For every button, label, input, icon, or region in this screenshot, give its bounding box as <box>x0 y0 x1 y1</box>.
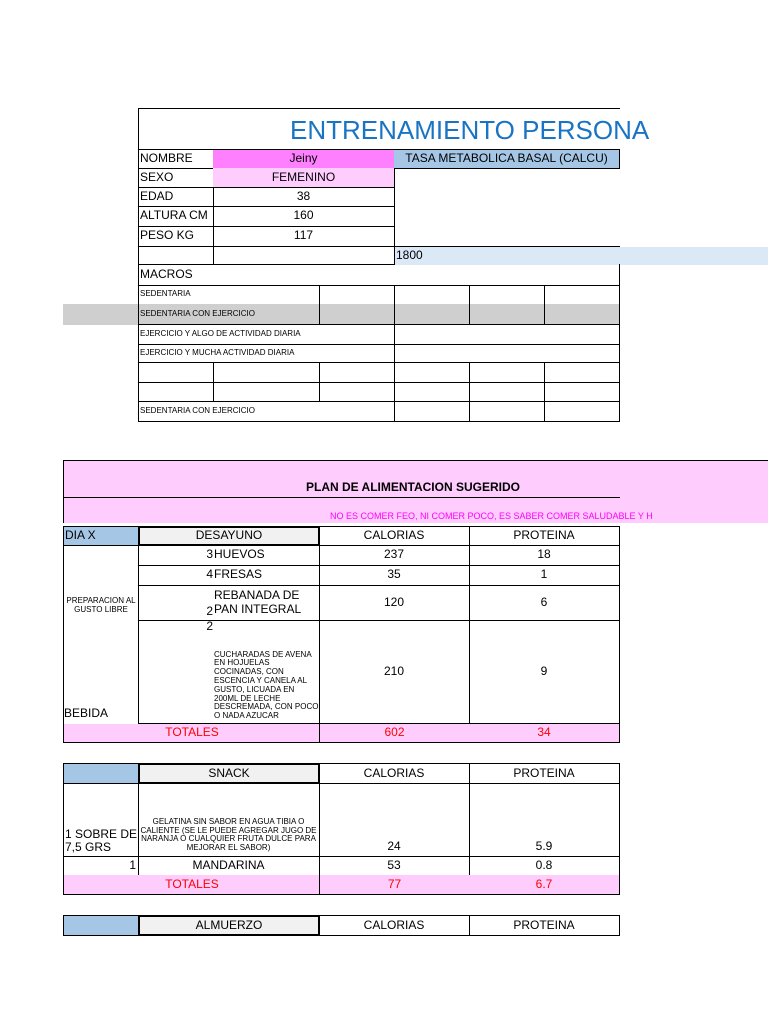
macros-cell[interactable] <box>469 401 545 422</box>
snack-item: GELATINA SIN SABOR EN AGUA TIBIA O CALIENTE (SE LE PUEDE AGREGAR JUGO DE NARANJA O CUALQUIER FRUTA DULCE PARA MEJORAR EL SABOR) <box>138 783 320 857</box>
snack-prot: 5.9 <box>469 783 620 857</box>
tmb-label: TASA METABOLICA BASAL (CALCU) <box>394 149 620 169</box>
page-title: ENTRENAMIENTO PERSONA <box>290 114 650 145</box>
macros-cell[interactable] <box>544 401 620 422</box>
snack-header: SNACK <box>138 763 320 784</box>
macros-cell[interactable] <box>469 285 545 305</box>
desayuno-inner-left <box>138 545 139 725</box>
snack-total-cal: 77 <box>319 875 470 895</box>
altura-label: ALTURA CM <box>138 206 214 227</box>
macros-cell[interactable] <box>394 401 470 422</box>
macros-cell[interactable] <box>469 382 545 402</box>
macros-cell[interactable] <box>319 285 395 305</box>
almuerzo-blue-cell <box>63 915 139 936</box>
macros-cell[interactable] <box>544 285 620 305</box>
macros-row-label <box>138 382 214 402</box>
macros-row-label: SEDENTARIA CON EJERCICIO <box>138 304 320 325</box>
macros-cell[interactable] <box>394 344 620 363</box>
empty-cell <box>138 246 214 265</box>
plan-divider <box>63 497 620 498</box>
desayuno-cal: 210 <box>319 620 470 724</box>
macros-row-label <box>138 362 214 383</box>
desayuno-totals-label: TOTALES <box>63 724 320 743</box>
desayuno-item: CUCHARADAS DE AVENA EN HOJUELAS COCINADAS, CON ESCENCIA Y CANELA AL GUSTO, LICUADA EN 200ML DE LECHE DESCREMADA, CON POCO O NADA AZUCAR <box>213 620 320 724</box>
desayuno-qty: 2 <box>138 585 213 621</box>
snack-cal: 24 <box>319 783 470 857</box>
desayuno-total-prot: 34 <box>469 724 620 743</box>
desayuno-cal: 237 <box>319 545 470 566</box>
snack-total-prot: 6.7 <box>469 875 620 895</box>
snack-cal-header: CALORIAS <box>319 763 470 784</box>
sexo-value[interactable]: FEMENINO <box>213 168 395 188</box>
desayuno-item: REBANADA DE PAN INTEGRAL <box>213 585 320 621</box>
plan-subtitle: NO ES COMER FEO, NI COMER POCO, ES SABER COMER SALUDABLE Y H <box>330 511 653 522</box>
snack-item: MANDARINA <box>138 856 320 876</box>
snack-totals-label: TOTALES <box>63 875 320 895</box>
almuerzo-prot-header: PROTEINA <box>469 915 620 936</box>
desayuno-item: HUEVOS <box>213 545 320 566</box>
macros-cell[interactable] <box>469 304 545 325</box>
desayuno-side <box>63 545 139 725</box>
macros-cell[interactable] <box>319 362 395 383</box>
macros-cell[interactable] <box>394 325 620 345</box>
desayuno-prot: 6 <box>469 585 620 621</box>
macros-cell[interactable] <box>394 304 470 325</box>
plan-title: PLAN DE ALIMENTACION SUGERIDO <box>305 480 520 495</box>
desayuno-header: DESAYUNO <box>138 526 320 546</box>
peso-label: PESO KG <box>138 226 214 247</box>
macros-cell[interactable] <box>544 304 620 325</box>
desayuno-prot: 18 <box>469 545 620 566</box>
macros-cell[interactable] <box>544 362 620 383</box>
macros-row-label: SEDENTARIA CON EJERCICIO <box>138 401 395 422</box>
macros-cell[interactable] <box>394 382 470 402</box>
desayuno-cal: 35 <box>319 565 470 586</box>
macros-cell[interactable] <box>319 382 395 402</box>
desayuno-prot: 1 <box>469 565 620 586</box>
macros-cell[interactable] <box>394 285 470 305</box>
macros-cell[interactable] <box>394 362 470 383</box>
edad-value[interactable]: 38 <box>213 187 395 207</box>
peso-value[interactable]: 117 <box>213 226 395 247</box>
desayuno-prot-header: PROTEINA <box>469 526 620 546</box>
desayuno-cal-header: CALORIAS <box>319 526 470 546</box>
empty-cell <box>213 246 395 265</box>
macros-row-label: SEDENTARIA <box>138 285 320 305</box>
almuerzo-header: ALMUERZO <box>138 915 320 936</box>
snack-qty: 1 SOBRE DE 7,5 GRS <box>63 783 139 857</box>
macros-row-label: EJERCICIO Y ALGO DE ACTIVIDAD DIARIA <box>138 325 395 345</box>
desayuno-qty: 4 <box>138 565 213 586</box>
desayuno-qty: 3 <box>138 545 213 566</box>
nombre-value[interactable]: Jeiny <box>213 149 395 169</box>
desayuno-cal: 120 <box>319 585 470 621</box>
almuerzo-cal-header: CALORIAS <box>319 915 470 936</box>
dia-label: DIA X <box>63 526 139 546</box>
snack-cal: 53 <box>319 856 470 876</box>
macros-row-label: EJERCICIO Y MUCHA ACTIVIDAD DIARIA <box>138 344 395 363</box>
side-label: PREPARACION AL GUSTO LIBRE <box>66 596 136 614</box>
macros-cell[interactable] <box>319 304 395 325</box>
snack-prot-header: PROTEINA <box>469 763 620 784</box>
desayuno-item: FRESAS <box>213 565 320 586</box>
snack-prot: 0.8 <box>469 856 620 876</box>
desayuno-prot: 9 <box>469 620 620 724</box>
sexo-label: SEXO <box>138 168 214 188</box>
macros-cell[interactable] <box>544 382 620 402</box>
macros-cell[interactable] <box>213 382 320 402</box>
desayuno-total-cal: 602 <box>319 724 470 743</box>
macros-label: MACROS <box>138 264 620 286</box>
snack-qty: 1 <box>63 856 139 876</box>
edad-label: EDAD <box>138 187 214 207</box>
macros-cell[interactable] <box>213 362 320 383</box>
tmb-value[interactable]: 1800 <box>395 247 768 265</box>
bebida-label: BEBIDA <box>64 706 109 721</box>
snack-blue-cell <box>63 763 139 784</box>
desayuno-qty: 2 <box>138 620 213 724</box>
nombre-label: NOMBRE <box>138 149 214 169</box>
altura-value[interactable]: 160 <box>213 206 395 227</box>
macros-cell[interactable] <box>469 362 545 383</box>
